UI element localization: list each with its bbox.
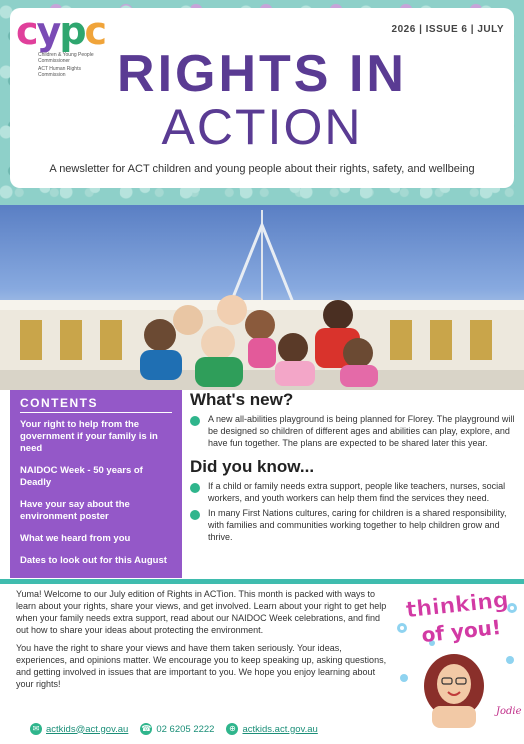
contents-item[interactable]: Your right to help from the government if your family is in need [20,419,158,454]
logo-subtitle: Children & Young People Commissioner [38,52,94,64]
logo-letter: p [59,9,85,53]
bullet-text: A new all-abilities playground is being planned for Florey. The playground will be designed so children of different ages and abilities can play, explore, and have fun together. The plans are expected to be shared later this year. [208,414,515,448]
sticker-text-1: thinking [404,588,510,624]
contents-item[interactable]: What we heard from you [20,533,131,544]
logo-letter: y [36,9,60,53]
sticker-signature: Jodie [496,706,522,717]
tagline: A newsletter for ACT children and young people about their rights, safety, and wellbeing [49,163,475,175]
news-column [190,390,516,543]
whats-new-bullet [190,413,516,449]
intro-text [16,588,388,696]
contents-item[interactable]: Have your say about the environment poster [20,499,130,522]
logo-letter: c [84,9,106,53]
sticker-text-2: of you! [420,614,503,648]
bullet-dot-icon [190,510,200,520]
title-line-2: ACTION [161,99,363,155]
email-link[interactable]: actkids@act.gov.au [46,723,129,735]
bullet-dot-icon [190,483,200,493]
bullet-text: In many First Nations cultures, caring for children is a shared responsibility, with families and communities working together to help children grow and thrive. [208,508,507,542]
contents-item[interactable]: Dates to look out for this August [20,555,167,566]
globe-icon: ⊕ [226,723,238,735]
contents-heading: CONTENTS [20,396,172,413]
intro-paragraph: You have the right to share your views and have them taken seriously. Your ideas, experiences, and opinions matter. We encourage you to keep speaking up, asking questions, and getting involved in issues that are important to you. We hope you enjoy learning about your rights! [16,643,387,689]
sticker-illustration [392,588,524,728]
thinking-of-you-sticker [392,588,524,728]
did-you-know-bullet [190,480,516,504]
bullet-dot-icon [190,416,200,426]
logo-letter: c [16,9,37,53]
section-divider [0,579,524,584]
issue-label: 2026 | ISSUE 6 | JULY [391,24,504,35]
website-link[interactable]: actkids.act.gov.au [242,723,318,735]
phone-number: 02 6205 2222 [156,723,215,735]
parliament-children-illustration [0,205,524,390]
contents-item[interactable]: NAIDOC Week - 50 years of Deadly [20,465,143,488]
bullet-text: If a child or family needs extra support, people like teachers, nurses, social workers, and youth workers can help them find the services they need. [208,481,506,503]
title-line-1: RIGHTS IN [117,45,407,103]
envelope-icon: ✉ [30,723,42,735]
intro-paragraph: Yuma! Welcome to our July edition of Rights in ACTion. This month is packed with ways to learn about your rights, share your views, and get involved. Learn about your right to get help when your family needs extra support, read about our NAIDOC Week celebrations, and find out how to share your ideas about protecting the environment. [16,589,387,635]
did-you-know-heading: Did you know... [190,457,315,476]
hero-photo [0,205,524,390]
contact-footer [30,723,318,735]
phone-icon: ☎ [141,724,152,733]
logo-subtitle-2: ACT Human Rights Commission [38,66,81,78]
whats-new-heading: What's new? [190,390,294,409]
contents-panel [10,390,182,578]
did-you-know-bullet [190,507,516,543]
